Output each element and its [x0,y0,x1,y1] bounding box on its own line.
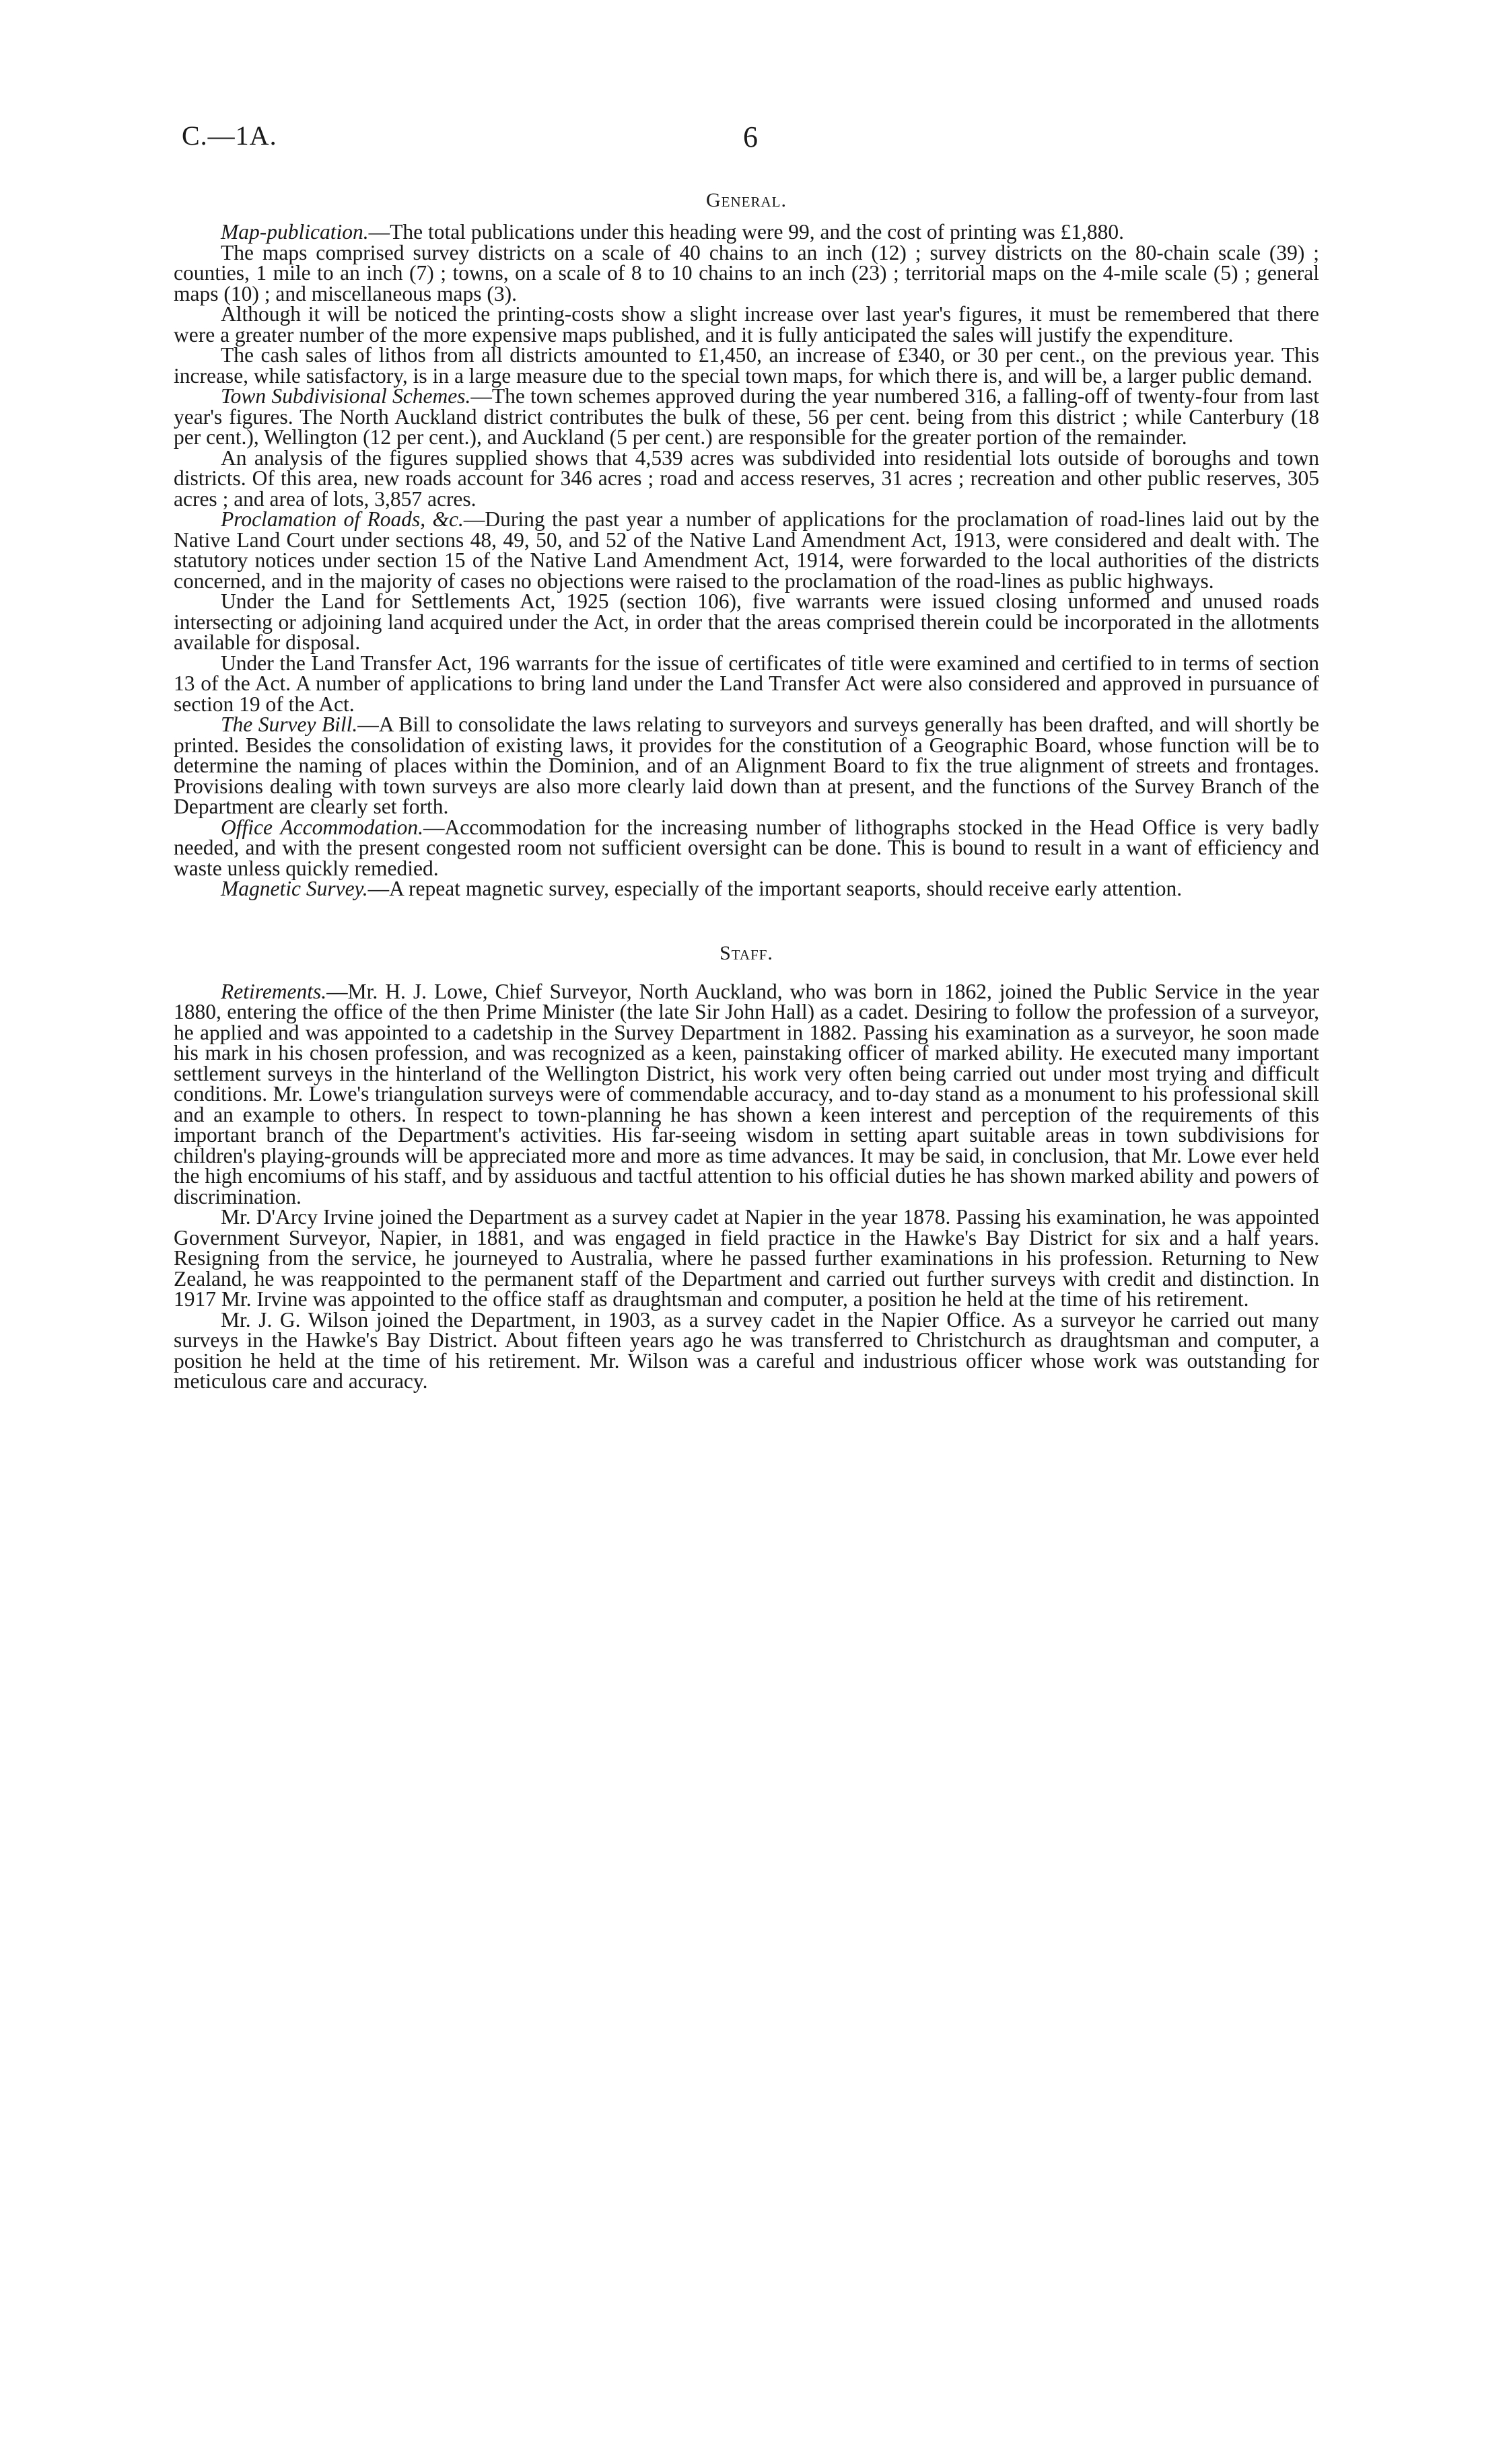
paragraph-text: Mr. D'Arcy Irvine joined the Department as a survey cadet at Napier in the year 1878. Passing his examination, he was appointed Government Surveyor, Napier, in 1881, and was engaged in field practice in the Hawke's Bay District for six and a half years. Resigning from the service, he journeyed to Australia, where he passed further examinations in his profession. Returning to New Zealand, he was reappointed to the permanent staff of the Department and carried out further surveys with credit and distinction. In 1917 Mr. Irvine was appointed to the office staff as draughtsman and computer, a position he held at the time of his retirement. [174,1205,1319,1311]
paragraph-printing-costs [174,304,1319,345]
paragraph-lead: Magnetic Survey. [221,877,368,900]
page-number: 6 [743,120,758,153]
section-heading-staff: Staff. [719,941,773,964]
body-text [174,188,1319,1392]
document-reference: C.—1A. [182,120,277,151]
paragraph-lead: Office Accommodation. [221,815,423,839]
paragraph-text: Under the Land Transfer Act, 196 warrants for the issue of certificates of title were examined and certified to in terms of section 13 of the Act. A number of applications to bring land under the Land Transfer Act were also considered and approved in pursuance of section 19 of the Act. [174,651,1319,716]
paragraph-land-transfer [174,653,1319,715]
paragraph-text: —A repeat magnetic survey, especially of the important seaports, should receive early attention. [367,877,1183,900]
paragraph-town-subdivisional-schemes [174,386,1319,448]
paragraph-text: Mr. J. G. Wilson joined the Department, in 1903, as a survey cadet in the Napier Office. As a surveyor he carried out many surveys in the Hawke's Bay District. About fifteen years ago he was transferred to Christchurch as draughtsman and computer, a position he held at the time of his retirement. Mr. Wilson was a careful and industrious officer whose work was outstanding for meticulous care and accuracy. [174,1307,1319,1393]
paragraph-text: The maps comprised survey districts on a scale of 40 chains to an inch (12) ; survey districts on the 80-chain scale (39) ; counties, 1 mile to an inch (7) ; towns, on a scale of 8 to 10 chains to an inch (23) ; territorial maps on the 4-mile scale (5) ; general maps (10) ; and miscellaneous maps (3). [174,240,1319,305]
paragraph-cash-sales [174,345,1319,386]
paragraph-text: The cash sales of lithos from all districts amounted to £1,450, an increase of £340, or 30 per cent., on the previous year. This increase, while satisfactory, is in a large measure due to the special town maps, for which there is, and will be, a larger public demand. [174,343,1319,388]
paragraph-text: —Accommodation for the increasing number of lithographs stocked in the Head Office is very badly needed, and with the present congested room not sufficient oversight can be done. This is bound to result in a want of efficiency and waste unless quickly remedied. [174,815,1319,880]
paragraph-wilson [174,1307,1319,1393]
paragraph-text: An analysis of the figures supplied shows that 4,539 acres was subdivided into residential lots outside of boroughs and town districts. Of this area, new roads account for 346 acres ; road and access reserves, 31 acres ; recreation and other public reserves, 305 acres ; and area of lots, 3,857 acres. [174,445,1319,511]
paragraph-lead: Town Subdivisional Schemes. [221,384,471,408]
paragraph-land-for-settlements [174,591,1319,653]
paragraph-map-publication [174,222,1319,243]
paragraph-irvine [174,1207,1319,1310]
paragraph-magnetic-survey [174,879,1319,900]
paragraph-text: —A Bill to consolidate the laws relating to surveyors and surveys generally has been drafted, and will shortly be printed. Besides the consolidation of existing laws, it provides for the constitution of a Geographic Board, whose function will be to determine the naming of places within the Dominion, and of an Alignment Board to fix the true alignment of streets and frontages. Provisions dealing with town surveys are also more clearly laid down than at present, and the functions of the Survey Branch of the Department are clearly set forth. [174,713,1319,818]
section-heading-general: General. [706,189,787,211]
paragraph-text: —Mr. H. J. Lowe, Chief Surveyor, North Auckland, who was born in 1862, joined the Public Service in the year 1880, entering the office of the then Prime Minister (the late Sir John Hall) as a cadet. Desiring to follow the profession of a surveyor, he applied and was appointed to a cadetship in the Survey Department in 1882. Passing his examination as a surveyor, he soon made his mark in his chosen profession, and was recognized as a keen, painstaking officer of marked ability. He executed many important settlement surveys in the hinterland of the Wellington District, his work very often being carried out under most trying and difficult conditions. Mr. Lowe's triangulation surveys were of commendable accuracy, and to-day stand as a monument to his professional skill and an example to others. In respect to town-planning he has shown a keen interest and perception of the requirements of this important branch of the Department's activities. His far-seeing wisdom in setting apart suitable areas in town subdivisions for children's playing-grounds will be appreciated more and more as time advances. It may be said, in conclusion, that Mr. Lowe ever held the high encomiums of his staff, and by assiduous and tactful attention to his official duties he has shown marked ability and powers of discrimination. [174,979,1319,1208]
paragraph-proclamation-of-roads [174,509,1319,591]
paragraph-text: —During the past year a number of applications for the proclamation of road-lines laid out by the Native Land Court under sections 48, 49, 50, and 52 of the Native Land Amendment Act, 1913, were considered and dealt with. The statutory notices under section 15 of the Native Land Amendment Act, 1914, were forwarded to the local authorities of the districts concerned, and in the majority of cases no objections were raised to the proclamation of the road-lines as public highways. [174,507,1319,593]
paragraph-text: Although it will be noticed the printing-costs show a slight increase over last year's figures, it must be remembered that there were a greater number of the more expensive maps published, and it is fully anticipated the sales will justify the expenditure. [174,302,1319,347]
paragraph-lead: Map-publication. [221,220,369,244]
paragraph-text: Under the Land for Settlements Act, 1925 (section 106), five warrants were issued closing unformed and unused roads intersecting or adjoining land acquired under the Act, in order that the areas comprised therein could be incorporated in the allotments available for disposal. [174,589,1319,654]
paragraph-maps-comprised [174,240,1319,305]
paragraph-text: —The total publications under this heading were 99, and the cost of printing was £1,880. [368,220,1124,244]
paragraph-survey-bill [174,715,1319,818]
paragraph-text: —The town schemes approved during the year numbered 316, a falling-off of twenty-four from last year's figures. The North Auckland district contributes the bulk of these, 56 per cent. being from this district ; while Canterbury (18 per cent.), Wellington (12 per cent.), and Auckland (5 per cent.) are responsible for the greater portion of the remainder. [174,384,1319,449]
paragraph-lead: Retirements. [221,979,327,1003]
paragraph-lead: The Survey Bill. [221,713,358,736]
paragraph-office-accommodation [174,815,1319,880]
paragraph-retirements-lowe [174,979,1319,1208]
paragraph-analysis [174,445,1319,511]
paragraph-lead: Proclamation of Roads, &c. [221,507,464,531]
